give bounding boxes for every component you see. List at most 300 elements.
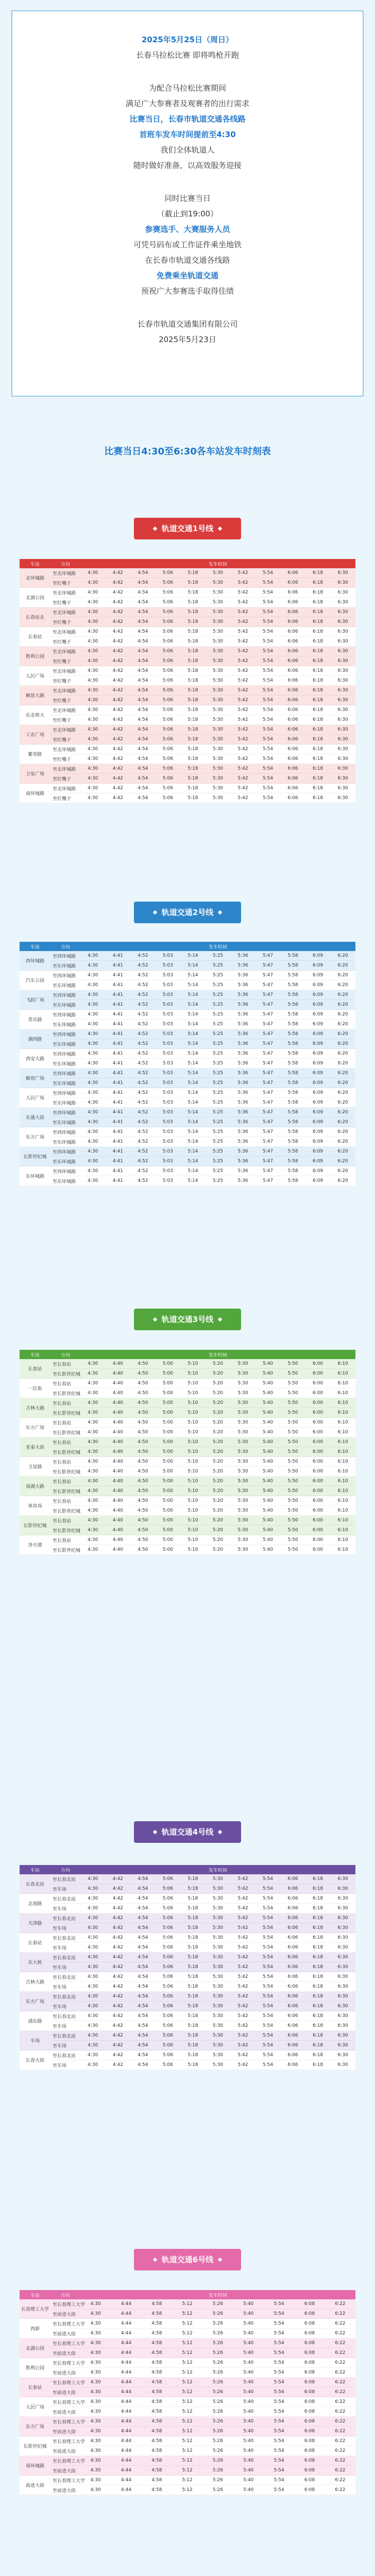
table-row bbox=[20, 2002, 355, 2011]
diamond-icon bbox=[218, 527, 222, 531]
table-row bbox=[20, 2456, 355, 2466]
table-row bbox=[20, 1098, 355, 1108]
departure-time: 5:40 bbox=[255, 1379, 281, 1388]
departure-time: 5:03 bbox=[156, 1147, 181, 1157]
departure-time: 5:42 bbox=[230, 627, 255, 637]
departure-time: 5:47 bbox=[255, 1127, 281, 1137]
direction: 至长春北站 bbox=[50, 2050, 80, 2060]
direction: 至西环城路 bbox=[50, 951, 80, 961]
departure-time: 4:52 bbox=[130, 1029, 156, 1039]
departure-time: 6:06 bbox=[280, 1953, 305, 1962]
departure-time: 4:54 bbox=[130, 627, 156, 637]
departure-time: 6:30 bbox=[330, 784, 355, 793]
departure-time: 5:36 bbox=[230, 951, 255, 961]
departure-time: 6:30 bbox=[330, 715, 355, 725]
departure-time: 5:10 bbox=[180, 1398, 206, 1408]
departure-time: 5:00 bbox=[156, 1516, 181, 1526]
departure-time: 6:18 bbox=[305, 793, 331, 803]
departure-time: 5:00 bbox=[156, 1447, 181, 1457]
departure-time: 4:41 bbox=[106, 1069, 131, 1078]
direction: 至长春站 bbox=[50, 1477, 80, 1486]
departure-time: 5:20 bbox=[206, 1535, 231, 1545]
departure-time: 4:58 bbox=[142, 2456, 172, 2466]
departure-time: 6:18 bbox=[305, 578, 331, 588]
departure-time: 5:26 bbox=[202, 2427, 233, 2436]
departure-time: 5:58 bbox=[280, 1020, 305, 1029]
departure-time: 5:54 bbox=[264, 2476, 294, 2485]
departure-time: 4:58 bbox=[142, 2476, 172, 2485]
departure-time: 5:14 bbox=[180, 1078, 206, 1088]
departure-time: 6:09 bbox=[305, 1176, 331, 1186]
departure-time: 4:52 bbox=[130, 990, 156, 1000]
table-row bbox=[20, 1972, 355, 1982]
departure-time: 4:42 bbox=[106, 1962, 131, 1972]
departure-time: 4:30 bbox=[80, 1398, 106, 1408]
departure-time: 6:06 bbox=[280, 1933, 305, 1943]
departure-time: 4:40 bbox=[106, 1447, 131, 1457]
departure-time: 6:18 bbox=[305, 568, 331, 578]
departure-time: 5:40 bbox=[233, 2456, 264, 2466]
departure-time: 5:06 bbox=[156, 617, 181, 627]
departure-time: 5:12 bbox=[172, 2436, 202, 2446]
departure-time: 4:40 bbox=[106, 1477, 131, 1486]
departure-time: 5:18 bbox=[180, 754, 206, 764]
departure-time: 4:42 bbox=[106, 617, 131, 627]
departure-time: 5:50 bbox=[280, 1467, 305, 1477]
notice-line: 免费乘坐轨道交通 bbox=[156, 271, 218, 280]
direction: 至前进大街 bbox=[50, 2446, 80, 2456]
departure-time: 6:20 bbox=[330, 1127, 355, 1137]
departure-time: 6:06 bbox=[280, 2002, 305, 2011]
departure-time: 6:30 bbox=[330, 1923, 355, 1933]
departure-time: 5:42 bbox=[230, 1923, 255, 1933]
departure-time: 6:10 bbox=[330, 1379, 355, 1388]
direction: 至东环城路 bbox=[50, 1039, 80, 1049]
direction: 至西环城路 bbox=[50, 990, 80, 1000]
departure-time: 5:03 bbox=[156, 1059, 181, 1069]
departure-time: 5:06 bbox=[156, 2050, 181, 2060]
departure-time: 5:25 bbox=[206, 1147, 231, 1157]
departure-time: 6:22 bbox=[325, 2466, 355, 2476]
departure-time: 6:10 bbox=[330, 1388, 355, 1398]
departure-time: 5:58 bbox=[280, 1039, 305, 1049]
departure-time: 6:06 bbox=[280, 2060, 305, 2070]
departure-time: 5:18 bbox=[180, 686, 206, 696]
departure-time: 4:42 bbox=[106, 1972, 131, 1982]
departure-time: 5:12 bbox=[172, 2407, 202, 2417]
departure-time: 5:58 bbox=[280, 1069, 305, 1078]
departure-time: 6:06 bbox=[280, 2031, 305, 2041]
departure-time: 5:30 bbox=[230, 1477, 255, 1486]
departure-time: 6:00 bbox=[305, 1457, 331, 1467]
departure-time: 5:50 bbox=[280, 1457, 305, 1467]
departure-time: 6:22 bbox=[325, 2446, 355, 2456]
direction: 至车场 bbox=[50, 2021, 80, 2031]
departure-time: 4:42 bbox=[106, 1933, 131, 1943]
departure-time: 6:08 bbox=[294, 2407, 325, 2417]
departure-time: 5:03 bbox=[156, 990, 181, 1000]
direction: 至北环城路 bbox=[50, 686, 80, 696]
departure-time: 6:18 bbox=[305, 588, 331, 598]
direction: 至东环城路 bbox=[50, 961, 80, 971]
departure-time: 4:30 bbox=[80, 1904, 106, 1913]
table-row bbox=[20, 1933, 355, 1943]
table-row bbox=[20, 1447, 355, 1457]
departure-time: 5:47 bbox=[255, 1039, 281, 1049]
departure-time: 5:20 bbox=[206, 1388, 231, 1398]
direction: 至长春站 bbox=[50, 1535, 80, 1545]
departure-time: 5:25 bbox=[206, 1098, 231, 1108]
table-header-row bbox=[20, 942, 355, 951]
departure-time: 5:25 bbox=[206, 1029, 231, 1039]
departure-time: 6:22 bbox=[325, 2319, 355, 2329]
departure-time: 4:50 bbox=[130, 1359, 156, 1369]
table-row bbox=[20, 1039, 355, 1049]
departure-time: 5:36 bbox=[230, 980, 255, 990]
departure-time: 5:25 bbox=[206, 951, 231, 961]
departure-time: 4:30 bbox=[80, 2031, 106, 2041]
departure-time: 5:58 bbox=[280, 1137, 305, 1147]
departure-time: 5:54 bbox=[264, 2436, 294, 2446]
direction: 至东环城路 bbox=[50, 1000, 80, 1010]
departure-time: 5:54 bbox=[255, 1874, 281, 1884]
departure-time: 5:14 bbox=[180, 1098, 206, 1108]
direction: 至长春北站 bbox=[50, 1913, 80, 1923]
departure-time: 4:42 bbox=[106, 568, 131, 578]
departure-time: 4:30 bbox=[80, 2021, 106, 2031]
departure-time: 4:41 bbox=[106, 961, 131, 971]
departure-time: 4:42 bbox=[106, 744, 131, 754]
departure-time: 5:30 bbox=[206, 764, 231, 774]
table-row bbox=[20, 1388, 355, 1398]
departure-time: 6:18 bbox=[305, 2002, 331, 2011]
departure-time: 4:30 bbox=[80, 1147, 106, 1157]
departure-time: 4:54 bbox=[130, 2050, 156, 2060]
departure-time: 5:14 bbox=[180, 1000, 206, 1010]
departure-time: 5:18 bbox=[180, 607, 206, 617]
table-row bbox=[20, 2446, 355, 2456]
departure-time: 5:40 bbox=[233, 2476, 264, 2485]
departure-time: 5:30 bbox=[206, 598, 231, 607]
departure-time: 5:25 bbox=[206, 1108, 231, 1117]
departure-time: 5:18 bbox=[180, 676, 206, 686]
departure-time: 4:58 bbox=[142, 2348, 172, 2358]
table-row bbox=[20, 2041, 355, 2050]
departure-time: 4:42 bbox=[106, 686, 131, 696]
departure-time: 5:12 bbox=[172, 2417, 202, 2427]
departure-time: 4:30 bbox=[80, 2368, 111, 2378]
departure-time: 5:54 bbox=[255, 647, 281, 656]
departure-time: 5:30 bbox=[206, 627, 231, 637]
departure-time: 5:30 bbox=[206, 1982, 231, 1992]
departure-time: 6:18 bbox=[305, 1923, 331, 1933]
departure-time: 4:30 bbox=[80, 1098, 106, 1108]
direction: 至北环城路 bbox=[50, 764, 80, 774]
table-row bbox=[20, 1962, 355, 1972]
departure-time: 4:30 bbox=[80, 764, 106, 774]
departure-time: 4:42 bbox=[106, 647, 131, 656]
departure-time: 5:40 bbox=[255, 1477, 281, 1486]
table-row bbox=[20, 1467, 355, 1477]
departure-time: 5:30 bbox=[206, 715, 231, 725]
direction: 至长春站 bbox=[50, 1516, 80, 1526]
station-name: 长春理工大学 bbox=[20, 2299, 50, 2319]
departure-time: 4:42 bbox=[106, 2060, 131, 2070]
departure-time: 5:54 bbox=[255, 2031, 281, 2041]
departure-time: 6:08 bbox=[294, 2485, 325, 2495]
departure-time: 5:00 bbox=[156, 1506, 181, 1516]
diamond-icon bbox=[218, 910, 222, 914]
table-row bbox=[20, 676, 355, 686]
departure-time: 6:08 bbox=[294, 2476, 325, 2485]
departure-time: 5:30 bbox=[206, 754, 231, 764]
table-row bbox=[20, 1496, 355, 1506]
direction: 至长春北站 bbox=[50, 1874, 80, 1884]
departure-time: 5:40 bbox=[233, 2446, 264, 2456]
departure-time: 5:20 bbox=[206, 1428, 231, 1437]
departure-time: 5:10 bbox=[180, 1506, 206, 1516]
departure-time: 5:40 bbox=[255, 1545, 281, 1555]
direction: 至长春理工大学 bbox=[50, 2319, 80, 2329]
station-name: 北环城路 bbox=[20, 568, 50, 588]
station-name: 东环城路 bbox=[20, 1166, 50, 1186]
departure-time: 5:50 bbox=[280, 1398, 305, 1408]
departure-time: 4:41 bbox=[106, 1029, 131, 1039]
departure-time: 5:10 bbox=[180, 1516, 206, 1526]
table-row bbox=[20, 715, 355, 725]
departure-time: 5:20 bbox=[206, 1369, 231, 1379]
departure-time: 5:18 bbox=[180, 568, 206, 578]
departure-time: 4:30 bbox=[80, 1379, 106, 1388]
direction: 至北环城路 bbox=[50, 607, 80, 617]
departure-time: 6:30 bbox=[330, 2041, 355, 2050]
departure-time: 5:25 bbox=[206, 1020, 231, 1029]
departure-time: 6:08 bbox=[294, 2456, 325, 2466]
table-row bbox=[20, 1088, 355, 1098]
departure-time: 6:30 bbox=[330, 725, 355, 735]
departure-time: 5:50 bbox=[280, 1359, 305, 1369]
direction: 至长春理工大学 bbox=[50, 2417, 80, 2427]
departure-time: 6:00 bbox=[305, 1447, 331, 1457]
departure-time: 5:42 bbox=[230, 2031, 255, 2041]
departure-time: 4:30 bbox=[80, 1408, 106, 1418]
departure-time: 5:40 bbox=[255, 1535, 281, 1545]
departure-time: 6:08 bbox=[294, 2338, 325, 2348]
departure-time: 4:50 bbox=[130, 1398, 156, 1408]
notice-line: 随时做好准备，以高效服务迎接 bbox=[133, 161, 242, 170]
departure-time: 6:06 bbox=[280, 1962, 305, 1972]
departure-time: 5:00 bbox=[156, 1408, 181, 1418]
departure-time: 5:42 bbox=[230, 1953, 255, 1962]
departure-time: 4:52 bbox=[130, 1059, 156, 1069]
departure-time: 6:08 bbox=[294, 2348, 325, 2358]
diamond-icon bbox=[218, 1317, 222, 1321]
departure-time: 5:54 bbox=[255, 666, 281, 676]
departure-time: 6:06 bbox=[280, 1874, 305, 1884]
departure-time: 6:18 bbox=[305, 754, 331, 764]
departure-time: 6:20 bbox=[330, 1137, 355, 1147]
station-name: 汽车公园 bbox=[20, 971, 50, 990]
departure-time: 6:30 bbox=[330, 637, 355, 647]
departure-time: 5:30 bbox=[206, 588, 231, 598]
departure-time: 4:30 bbox=[80, 627, 106, 637]
departure-time: 6:20 bbox=[330, 1069, 355, 1078]
direction: 至西环城路 bbox=[50, 1108, 80, 1117]
table-row bbox=[20, 1913, 355, 1923]
departure-time: 4:41 bbox=[106, 1157, 131, 1166]
departure-time: 4:54 bbox=[130, 754, 156, 764]
departure-time: 5:54 bbox=[255, 568, 281, 578]
departure-time: 6:09 bbox=[305, 951, 331, 961]
departure-time: 4:54 bbox=[130, 764, 156, 774]
departure-time: 5:20 bbox=[206, 1486, 231, 1496]
departure-time: 5:50 bbox=[280, 1516, 305, 1526]
departure-time: 6:30 bbox=[330, 578, 355, 588]
direction: 至长春站 bbox=[50, 1496, 80, 1506]
direction: 至长春理工大学 bbox=[50, 2299, 80, 2309]
departure-time: 5:12 bbox=[172, 2348, 202, 2358]
departure-time: 4:58 bbox=[142, 2329, 172, 2338]
departure-time: 4:30 bbox=[80, 2378, 111, 2387]
direction: 至红嘴子 bbox=[50, 656, 80, 666]
departure-time: 5:54 bbox=[264, 2427, 294, 2436]
departure-time: 4:42 bbox=[106, 607, 131, 617]
departure-time: 4:54 bbox=[130, 676, 156, 686]
departure-time: 6:08 bbox=[294, 2358, 325, 2368]
departure-time: 5:12 bbox=[172, 2299, 202, 2309]
direction: 至前进大街 bbox=[50, 2407, 80, 2417]
departure-time: 5:54 bbox=[255, 676, 281, 686]
departure-time: 6:06 bbox=[280, 588, 305, 598]
departure-time: 6:30 bbox=[330, 1933, 355, 1943]
departure-time: 4:50 bbox=[130, 1388, 156, 1398]
departure-time: 5:40 bbox=[233, 2309, 264, 2319]
departure-time: 4:42 bbox=[106, 764, 131, 774]
departure-time: 4:30 bbox=[80, 2002, 106, 2011]
departure-time: 5:26 bbox=[202, 2476, 233, 2485]
station-name: 南湖大路 bbox=[20, 1477, 50, 1496]
departure-time: 4:41 bbox=[106, 1078, 131, 1088]
departure-time: 4:30 bbox=[80, 1117, 106, 1127]
departure-time: 4:42 bbox=[106, 705, 131, 715]
departure-time: 6:20 bbox=[330, 1039, 355, 1049]
direction: 至长影世纪城 bbox=[50, 1428, 80, 1437]
departure-time: 5:03 bbox=[156, 971, 181, 980]
departure-time: 5:25 bbox=[206, 971, 231, 980]
diamond-icon bbox=[153, 527, 157, 531]
station-name: 长影世纪城 bbox=[20, 2436, 50, 2456]
departure-time: 5:18 bbox=[180, 656, 206, 666]
departure-time: 5:42 bbox=[230, 696, 255, 705]
departure-time: 6:30 bbox=[330, 705, 355, 715]
departure-time: 5:26 bbox=[202, 2378, 233, 2387]
departure-time: 5:30 bbox=[206, 705, 231, 715]
departure-time: 4:44 bbox=[111, 2319, 141, 2329]
col-station: 车站 bbox=[30, 1868, 40, 1873]
departure-time: 5:58 bbox=[280, 990, 305, 1000]
departure-time: 5:06 bbox=[156, 1982, 181, 1992]
direction: 至红嘴子 bbox=[50, 676, 80, 686]
departure-time: 4:40 bbox=[106, 1506, 131, 1516]
station-name: 长春站 bbox=[20, 1933, 50, 1953]
departure-time: 4:54 bbox=[130, 686, 156, 696]
departure-time: 6:18 bbox=[305, 2050, 331, 2060]
direction: 至前进大街 bbox=[50, 2368, 80, 2378]
departure-time: 5:30 bbox=[206, 1874, 231, 1884]
departure-time: 4:42 bbox=[106, 627, 131, 637]
departure-time: 4:44 bbox=[111, 2358, 141, 2368]
station-name: 东大桥 bbox=[20, 1953, 50, 1972]
departure-time: 5:30 bbox=[206, 1972, 231, 1982]
departure-time: 5:25 bbox=[206, 1049, 231, 1059]
departure-time: 6:22 bbox=[325, 2387, 355, 2397]
table-row bbox=[20, 961, 355, 971]
departure-time: 5:40 bbox=[233, 2299, 264, 2309]
departure-time: 5:06 bbox=[156, 588, 181, 598]
departure-time: 5:26 bbox=[202, 2309, 233, 2319]
departure-time: 5:18 bbox=[180, 1874, 206, 1884]
departure-time: 6:30 bbox=[330, 2050, 355, 2060]
table-row bbox=[20, 2348, 355, 2358]
departure-time: 5:25 bbox=[206, 1166, 231, 1176]
table-row bbox=[20, 990, 355, 1000]
departure-time: 5:42 bbox=[230, 647, 255, 656]
departure-time: 5:06 bbox=[156, 735, 181, 744]
departure-time: 5:42 bbox=[230, 1933, 255, 1943]
departure-time: 5:10 bbox=[180, 1477, 206, 1486]
departure-time: 5:18 bbox=[180, 578, 206, 588]
direction: 至长春站 bbox=[50, 1457, 80, 1467]
departure-time: 5:47 bbox=[255, 1000, 281, 1010]
departure-time: 5:47 bbox=[255, 971, 281, 980]
departure-time: 6:20 bbox=[330, 1166, 355, 1176]
departure-time: 5:30 bbox=[206, 1992, 231, 2002]
departure-time: 6:09 bbox=[305, 971, 331, 980]
departure-time: 5:40 bbox=[255, 1506, 281, 1516]
station-name: 南环城路 bbox=[20, 784, 50, 803]
departure-time: 4:30 bbox=[80, 1894, 106, 1904]
table-header-row bbox=[20, 1865, 355, 1874]
departure-time: 4:41 bbox=[106, 1010, 131, 1020]
col-times: 发车时间 bbox=[208, 2293, 227, 2298]
departure-time: 5:50 bbox=[280, 1545, 305, 1555]
departure-time: 5:42 bbox=[230, 1874, 255, 1884]
departure-time: 6:18 bbox=[305, 2021, 331, 2031]
departure-time: 4:54 bbox=[130, 568, 156, 578]
departure-time: 5:06 bbox=[156, 696, 181, 705]
departure-time: 5:30 bbox=[230, 1457, 255, 1467]
departure-time: 5:58 bbox=[280, 1108, 305, 1117]
departure-time: 5:06 bbox=[156, 1972, 181, 1982]
departure-time: 4:30 bbox=[80, 2041, 106, 2050]
departure-time: 4:54 bbox=[130, 2011, 156, 2021]
departure-time: 5:10 bbox=[180, 1369, 206, 1379]
departure-time: 5:18 bbox=[180, 1953, 206, 1962]
departure-time: 4:30 bbox=[80, 1982, 106, 1992]
station-name: 一匡街 bbox=[20, 1379, 50, 1398]
departure-time: 5:06 bbox=[156, 793, 181, 803]
departure-time: 4:58 bbox=[142, 2378, 172, 2387]
departure-time: 4:54 bbox=[130, 735, 156, 744]
departure-time: 4:30 bbox=[80, 2060, 106, 2070]
departure-time: 5:47 bbox=[255, 1088, 281, 1098]
departure-time: 5:54 bbox=[255, 1962, 281, 1972]
diamond-icon bbox=[153, 1830, 157, 1834]
departure-time: 4:40 bbox=[106, 1545, 131, 1555]
direction: 至西环城路 bbox=[50, 1166, 80, 1176]
departure-time: 4:30 bbox=[80, 951, 106, 961]
departure-time: 5:42 bbox=[230, 2011, 255, 2021]
